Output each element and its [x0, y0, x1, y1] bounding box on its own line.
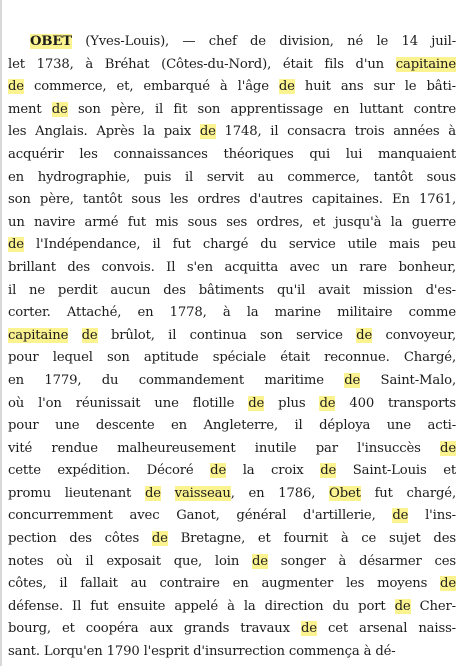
line-1	[8, 31, 456, 54]
line-25: côtes, il fallait au contraire en augmenter les moyens de	[8, 576, 456, 592]
search-highlight: de	[151, 531, 168, 547]
search-highlight: de	[394, 598, 411, 614]
search-highlight: Obet	[329, 485, 361, 501]
search-highlight: de	[144, 485, 161, 501]
line-26: défense. Il fut ensuite appelé à la direction du port de Cher-	[8, 598, 456, 614]
line-24: notes où il exposait que, loin de songer à désarmer ces	[8, 553, 456, 569]
line-16: en 1779, du commandement maritime de Saint-Malo,	[8, 372, 456, 388]
line-10: de l'Indépendance, il fut chargé du service utile mais peu	[8, 237, 456, 253]
search-highlight: de	[300, 621, 317, 637]
search-highlight: de	[51, 101, 68, 117]
line-17: où l'on réunissait une flotille de plus de 400 transports	[8, 395, 456, 411]
line-7: en hydrographie, puis il servit au commerce, tantôt sous	[8, 169, 456, 185]
search-highlight: de	[199, 124, 216, 140]
line-27: bourg, et coopéra aux grands travaux de cet arsenal naiss-	[8, 621, 456, 637]
line-4: ment de son père, il fit son apprentissage en luttant contre	[8, 101, 457, 117]
search-highlight: de	[319, 395, 336, 411]
line-19: vité rendue malheureusement inutile par l'insuccès de	[8, 440, 456, 456]
search-highlight: de	[248, 395, 265, 411]
line-23: pection des côtes de Bretagne, et fournit à ce sujet des	[8, 531, 456, 547]
search-highlight: de	[8, 79, 24, 95]
line-3: de commerce, et, embarqué à l'âge de huit ans sur le bâti-	[8, 79, 456, 95]
search-highlight: de	[344, 372, 361, 388]
search-highlight: de	[81, 327, 98, 343]
document-text	[8, 31, 456, 664]
line-14: capitaine de brûlot, il continua son service de convoyeur,	[8, 327, 456, 343]
entry-heading-rest: (Yves-Louis), — chef de division, né le 14 juil-	[71, 34, 456, 49]
search-highlight: de	[356, 327, 373, 343]
search-highlight: de	[392, 508, 409, 524]
search-highlight: de	[278, 79, 295, 95]
line-6: acquérir les connaissances théoriques qui lui manquaient	[8, 146, 456, 162]
entry-name: OBET	[30, 34, 72, 49]
search-highlight: de	[440, 440, 456, 456]
line-5: les Anglais. Après la paix de 1748, il consacra trois années à	[8, 124, 456, 140]
line-8: son père, tantôt sous les ordres d'autres capitaines. En 1761,	[8, 192, 456, 208]
line-13: corter. Attaché, en 1778, à la marine militaire comme	[8, 305, 456, 321]
search-highlight: de	[210, 463, 227, 479]
search-highlight: de	[320, 463, 337, 479]
search-highlight: de	[8, 237, 24, 253]
search-highlight: vaisseau	[174, 485, 231, 501]
line-20: cette expédition. Décoré de la croix de Saint-Louis et	[8, 463, 456, 479]
line-15: pour lequel son aptitude spéciale était reconnue. Chargé,	[8, 350, 456, 366]
line-12: il ne perdit aucun des bâtiments qu'il avait mission d'es-	[8, 282, 456, 298]
line-28: sant. Lorqu'en 1790 l'esprit d'insurrection commença à dé-	[8, 644, 396, 660]
search-highlight: capitaine	[395, 56, 456, 72]
search-highlight: capitaine	[8, 327, 69, 343]
line-2: let 1738, à Bréhat (Côtes-du-Nord), était fils d'un capitaine	[8, 56, 456, 72]
search-highlight: de	[440, 576, 456, 592]
line-18: pour une descente en Angleterre, il déploya une acti-	[8, 418, 456, 434]
line-11: brillant des convois. Il s'en acquitta avec un rare bonheur,	[8, 259, 456, 275]
search-highlight: de	[252, 553, 268, 569]
line-21: promu lieutenant de vaisseau, en 1786, Obet fut chargé,	[8, 485, 456, 501]
line-22: concurremment avec Ganot, général d'artillerie, de l'ins-	[8, 508, 456, 524]
line-9: un navire armé fut mis sous ses ordres, et jusqu'à la guerre	[8, 214, 456, 230]
